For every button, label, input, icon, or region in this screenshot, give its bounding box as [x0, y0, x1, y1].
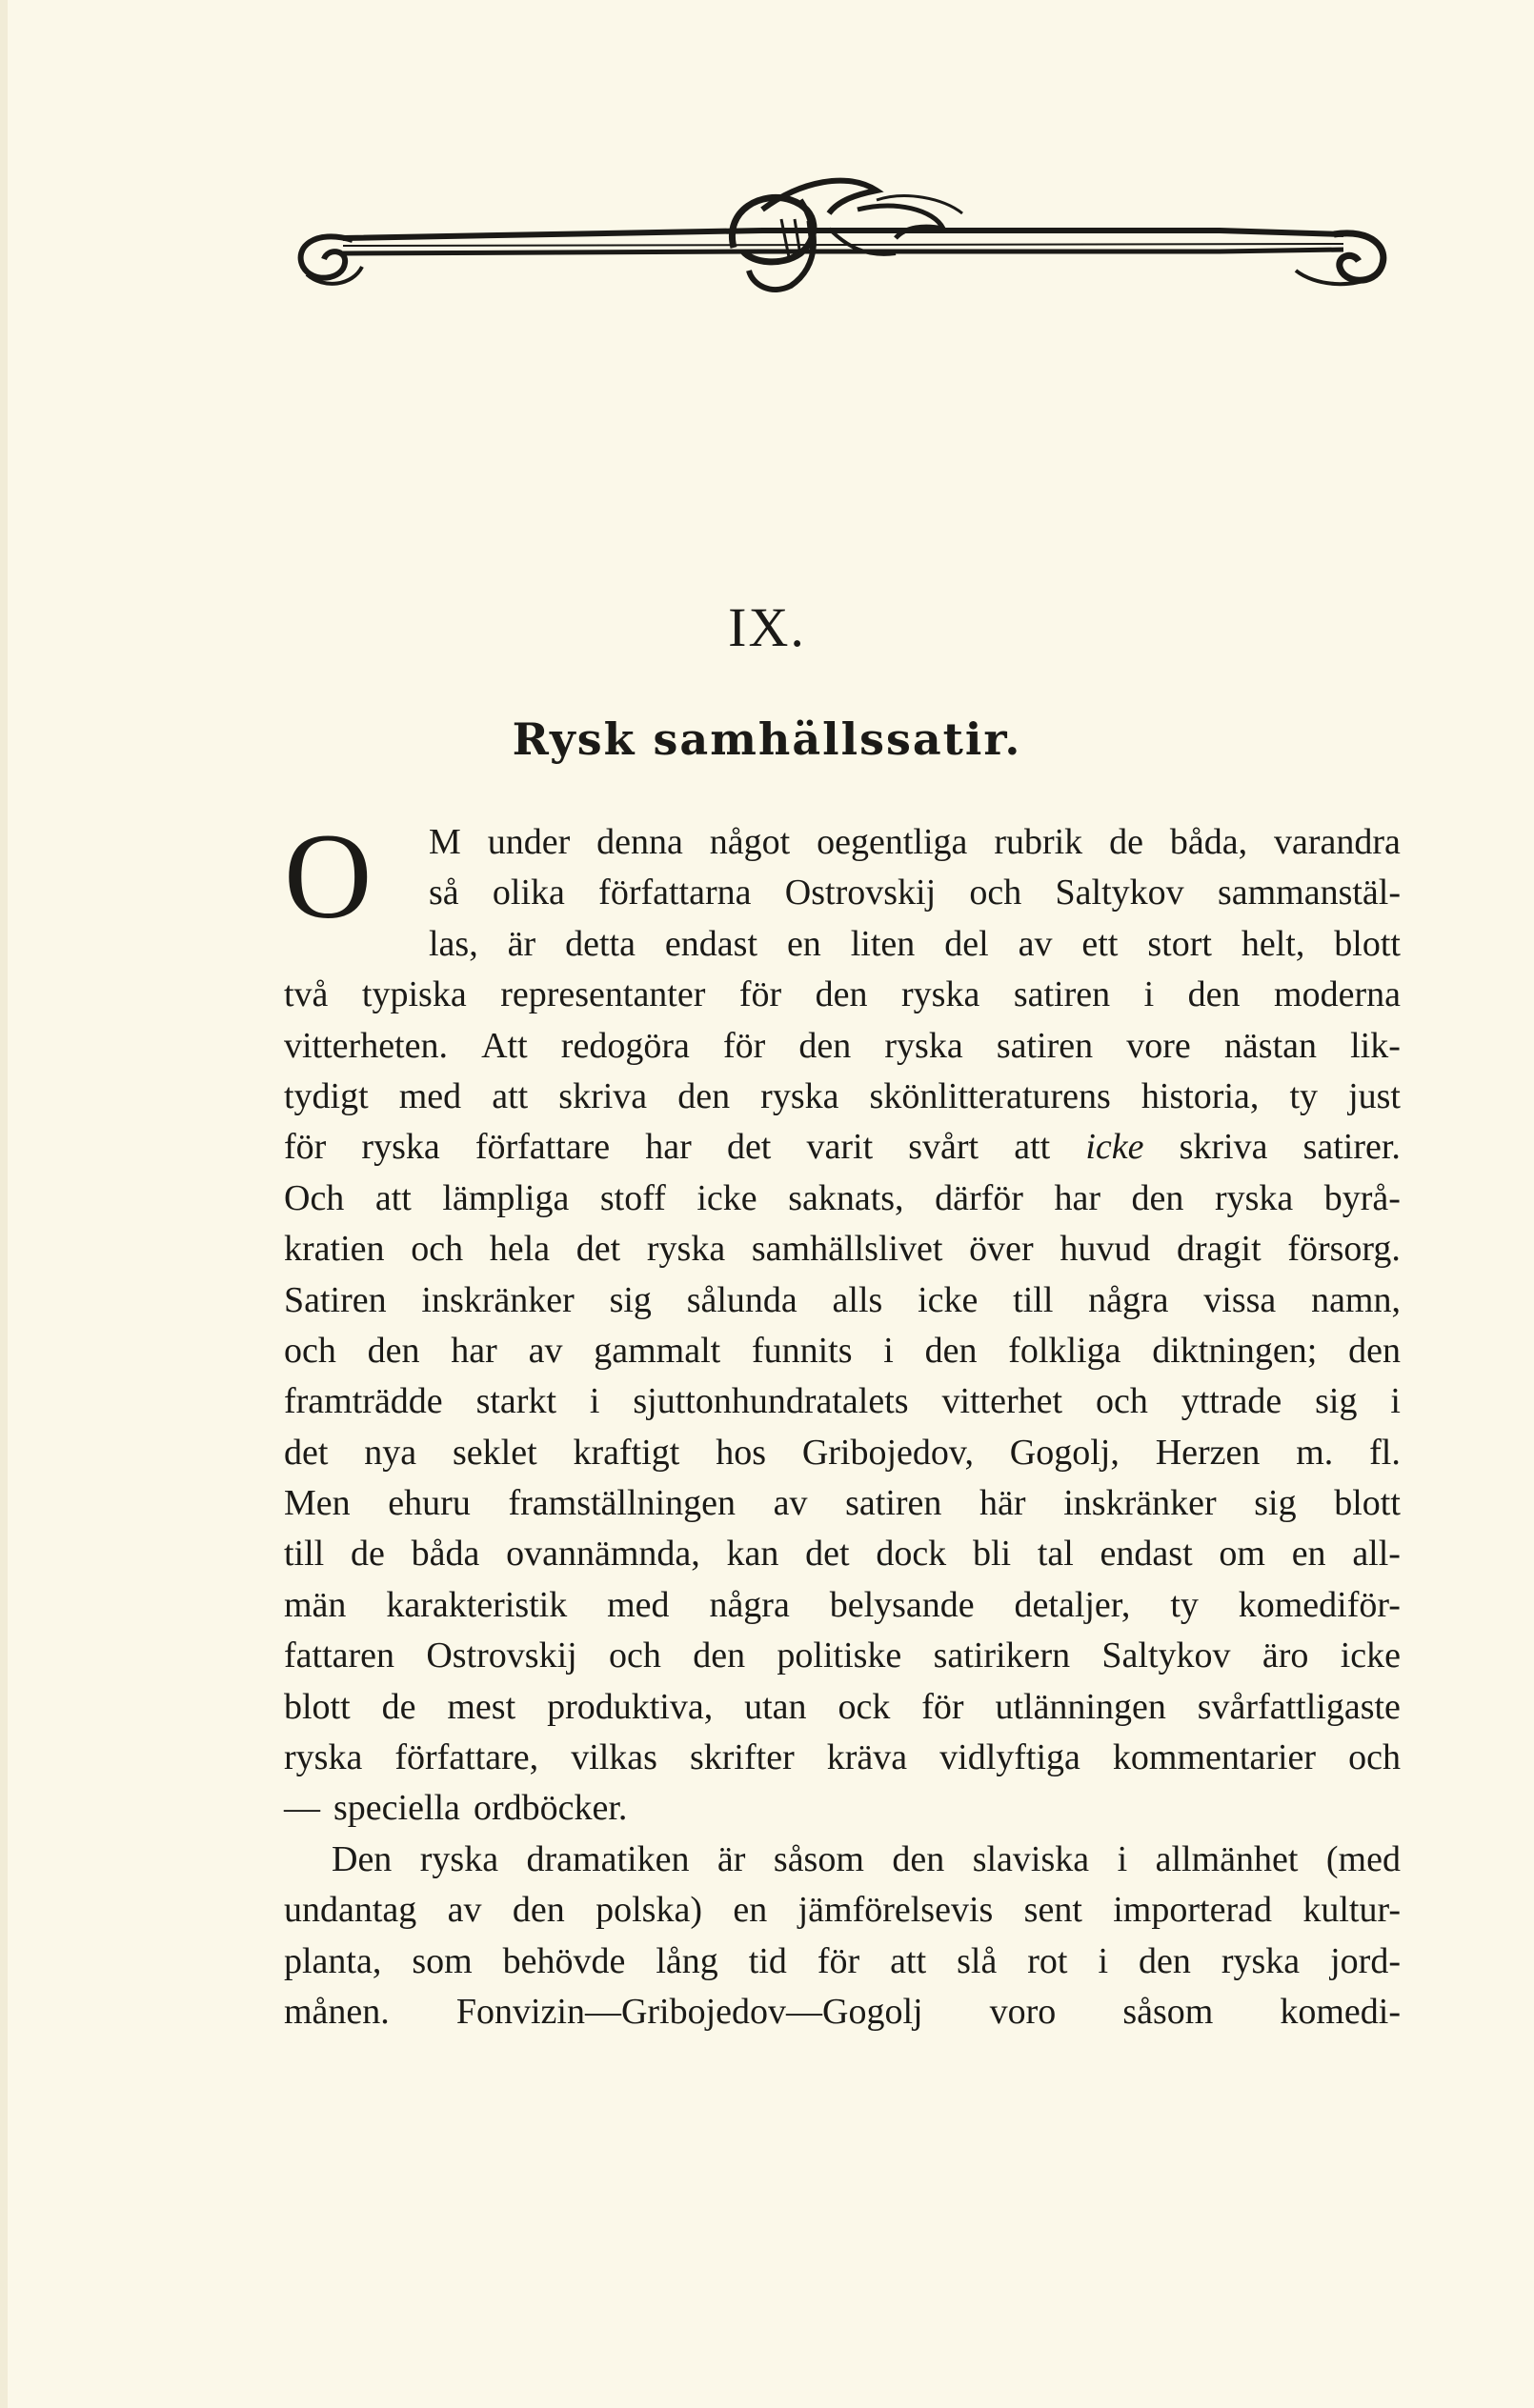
text-line: Satiren inskränker sig sålunda alls icke till några vissa namn,: [284, 1279, 1401, 1320]
text-line: så olika författarna Ostrovskij och Saltykov sammanstäl-: [429, 873, 1401, 913]
text-line: Men ehuru framställningen av satiren här inskränker sig blott: [284, 1483, 1401, 1524]
text-line: M under denna något oegentliga rubrik de båda, varandra: [429, 822, 1401, 862]
text-line: — speciella ordböcker.: [284, 1788, 628, 1829]
scroll-ornament-icon: [286, 171, 1391, 314]
text-line: det nya seklet kraftigt hos Gribojedov, Gogolj, Herzen m. fl.: [284, 1432, 1401, 1473]
chapter-title: Rysk samhällssatir.: [512, 713, 1022, 765]
text-line: blott de mest produktiva, utan ock för utlänningen svårfattligaste: [284, 1686, 1401, 1727]
text-line: las, är detta endast en liten del av ett stort helt, blott: [429, 923, 1401, 964]
text-line: framträdde starkt i sjuttonhundratalets vitterhet och yttrade sig i: [284, 1381, 1401, 1422]
text-line: Den ryska dramatiken är såsom den slaviska i allmänhet (med: [332, 1838, 1401, 1879]
text-line: och den har av gammalt funnits i den folkliga diktningen; den: [284, 1330, 1401, 1371]
text-line: män karakteristik med några belysande detaljer, ty komediför-: [284, 1584, 1401, 1625]
text-line: två typiska representanter för den ryska satiren i den moderna: [284, 974, 1401, 1015]
text-line: till de båda ovannämnda, kan det dock bli tal endast om en all-: [284, 1534, 1401, 1575]
text-line: Och att lämpliga stoff icke saknats, därför har den ryska byrå-: [284, 1177, 1401, 1218]
text-line: kratien och hela det ryska samhällslivet över huvud dragit försorg.: [284, 1229, 1401, 1270]
text-line: vitterheten. Att redogöra för den ryska satiren vore nästan lik-: [284, 1025, 1401, 1066]
drop-cap: O: [284, 809, 373, 944]
text-line: månen. Fonvizin—Gribojedov—Gogolj voro såsom komedi-: [284, 1991, 1401, 2032]
scan-edge: [0, 0, 8, 2408]
text-line: planta, som behövde lång tid för att slå rot i den ryska jord-: [284, 1940, 1401, 1981]
text-line: undantag av den polska) en jämförelsevis sent importerad kultur-: [284, 1890, 1401, 1931]
chapter-number: IX.: [728, 596, 806, 658]
text-line: fattaren Ostrovskij och den politiske satirikern Saltykov äro icke: [284, 1635, 1401, 1676]
text-line: tydigt med att skriva den ryska skönlitteraturens historia, ty just: [284, 1075, 1401, 1116]
text-line: ryska författare, vilkas skrifter kräva vidlyftiga kommentarier och: [284, 1737, 1401, 1778]
text-line: för ryska författare har det varit svårt att icke skriva satirer.: [284, 1127, 1401, 1168]
body-text: [284, 809, 1401, 2037]
